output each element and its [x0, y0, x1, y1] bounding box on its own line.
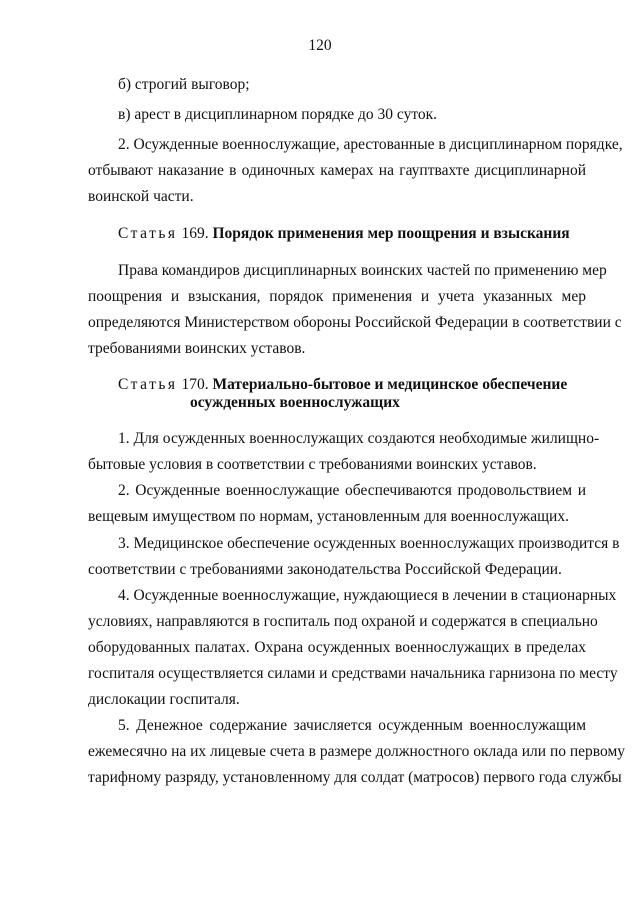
article-169-line-1: Права командиров дисциплинарных воинских частей по применению мер [118, 262, 607, 279]
list-item-b: б) строгий выговор; [118, 76, 250, 93]
paragraph-2-line-3: воинской части. [88, 188, 194, 205]
article-label: Статья [118, 376, 178, 393]
article-169-line-3: определяются Министерством обороны Российской Федерации в соответствии с [88, 314, 622, 331]
article-number: 170. [181, 376, 209, 393]
article-170-item-4-line-5: дислокации госпиталя. [88, 691, 240, 708]
article-170-item-5-line-1: 5. Денежное содержание зачисляется осужденным военнослужащим [118, 717, 586, 734]
article-170-item-2-line-1: 2. Осужденные военнослужащие обеспечиваются продовольствием и [118, 482, 586, 499]
article-number: 169. [181, 225, 209, 242]
article-170-heading [118, 376, 567, 394]
article-170-item-1-line-2: бытовые условия в соответствии с требованиями воинских уставов. [88, 456, 537, 473]
list-item-v: в) арест в дисциплинарном порядке до 30 суток. [118, 106, 438, 123]
article-title-line-1: Материально-бытовое и медицинское обеспечение [212, 376, 568, 393]
article-170-item-4-line-2: условиях, направляются в госпиталь под охраной и содержатся в специально [88, 613, 598, 630]
article-170-item-1-line-1: 1. Для осужденных военнослужащих создаются необходимые жилищно- [118, 430, 600, 447]
article-170-item-2-line-2: вещевым имуществом по нормам, установленным для военнослужащих. [88, 508, 569, 525]
article-169-line-4: требованиями воинских уставов. [88, 340, 306, 357]
article-169-line-2: поощрения и взыскания, порядок применения и учета указанных мер [88, 288, 586, 305]
article-title: Порядок применения мер поощрения и взыскания [212, 225, 570, 242]
article-170-item-4-line-4: госпиталя осуществляется силами и средствами начальника гарнизона по месту [88, 665, 618, 682]
article-label: Статья [118, 225, 178, 242]
article-170-item-5-line-3: тарифному разряду, установленному для солдат (матросов) первого года службы [88, 769, 622, 786]
article-170-item-3-line-1: 3. Медицинское обеспечение осужденных военнослужащих производится в [118, 535, 620, 552]
page-number: 120 [308, 37, 332, 54]
article-170-item-4-line-1: 4. Осужденные военнослужащие, нуждающиеся в лечении в стационарных [118, 587, 617, 604]
article-169-heading [118, 225, 570, 243]
paragraph-2-line-1: 2. Осужденные военнослужащие, арестованные в дисциплинарном порядке, [118, 136, 623, 153]
article-170-item-5-line-2: ежемесячно на их лицевые счета в размере должностного оклада или по первому [88, 743, 626, 760]
article-170-item-3-line-2: соответствии с требованиями законодательства Российской Федерации. [88, 561, 562, 578]
article-170-item-4-line-3: оборудованных палатах. Охрана осужденных военнослужащих в пределах [88, 639, 586, 656]
article-title-line-2: осужденных военнослужащих [190, 394, 400, 411]
paragraph-2-line-2: отбывают наказание в одиночных камерах на гауптвахте дисциплинарной [88, 162, 586, 179]
